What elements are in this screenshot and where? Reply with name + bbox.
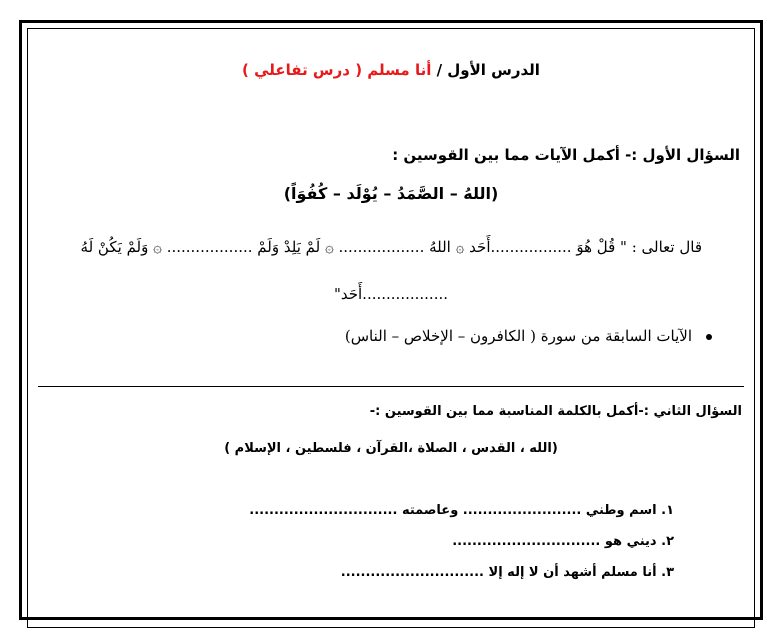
question1-word-bank: (اللهُ – الصَّمَدُ – يُوْلَد – كُفُوَاً) <box>283 184 499 203</box>
question1-heading: السؤال الأول :- أكمل الآيات مما بين القوسين : <box>392 146 740 164</box>
lesson-subtitle: ( درس تفاعلي ) <box>242 61 363 79</box>
lesson-label: الدرس الأول / <box>436 61 540 79</box>
section-divider <box>38 386 744 387</box>
list-item: ١. اسم وطني ........................ وعاصمته .............................. <box>249 503 674 518</box>
verse-line-1: قال تعالى : " قُلْ هُوَ .................أَحَد ۞ اللهُ .................. ۞ لَمْ يَلِدْ وَلَمْ .................. ۞ وَلَمْ يَكُنْ لَهُ <box>80 238 702 256</box>
list-item: ٢. ديني هو .............................. <box>452 534 674 549</box>
question2-heading: السؤال الثاني :-أكمل بالكلمة المناسبة مما بين القوسين :- <box>369 404 742 419</box>
lesson-main-title: أنا مسلم <box>367 61 432 79</box>
bullet-icon <box>706 334 712 340</box>
surah-question-text: الآيات السابقة من سورة ( الكافرون – الإخلاص – الناس) <box>344 327 692 345</box>
question2-word-bank: (الله ، القدس ، الصلاة ،القرآن ، فلسطين ، الإسلام ) <box>224 441 558 456</box>
verse-line-2: ..................أَحَد" <box>333 285 449 303</box>
surah-question <box>345 327 712 345</box>
lesson-title <box>0 61 782 79</box>
list-item: ٣. أنا مسلم أشهد أن لا إله إلا ............................. <box>340 565 674 580</box>
